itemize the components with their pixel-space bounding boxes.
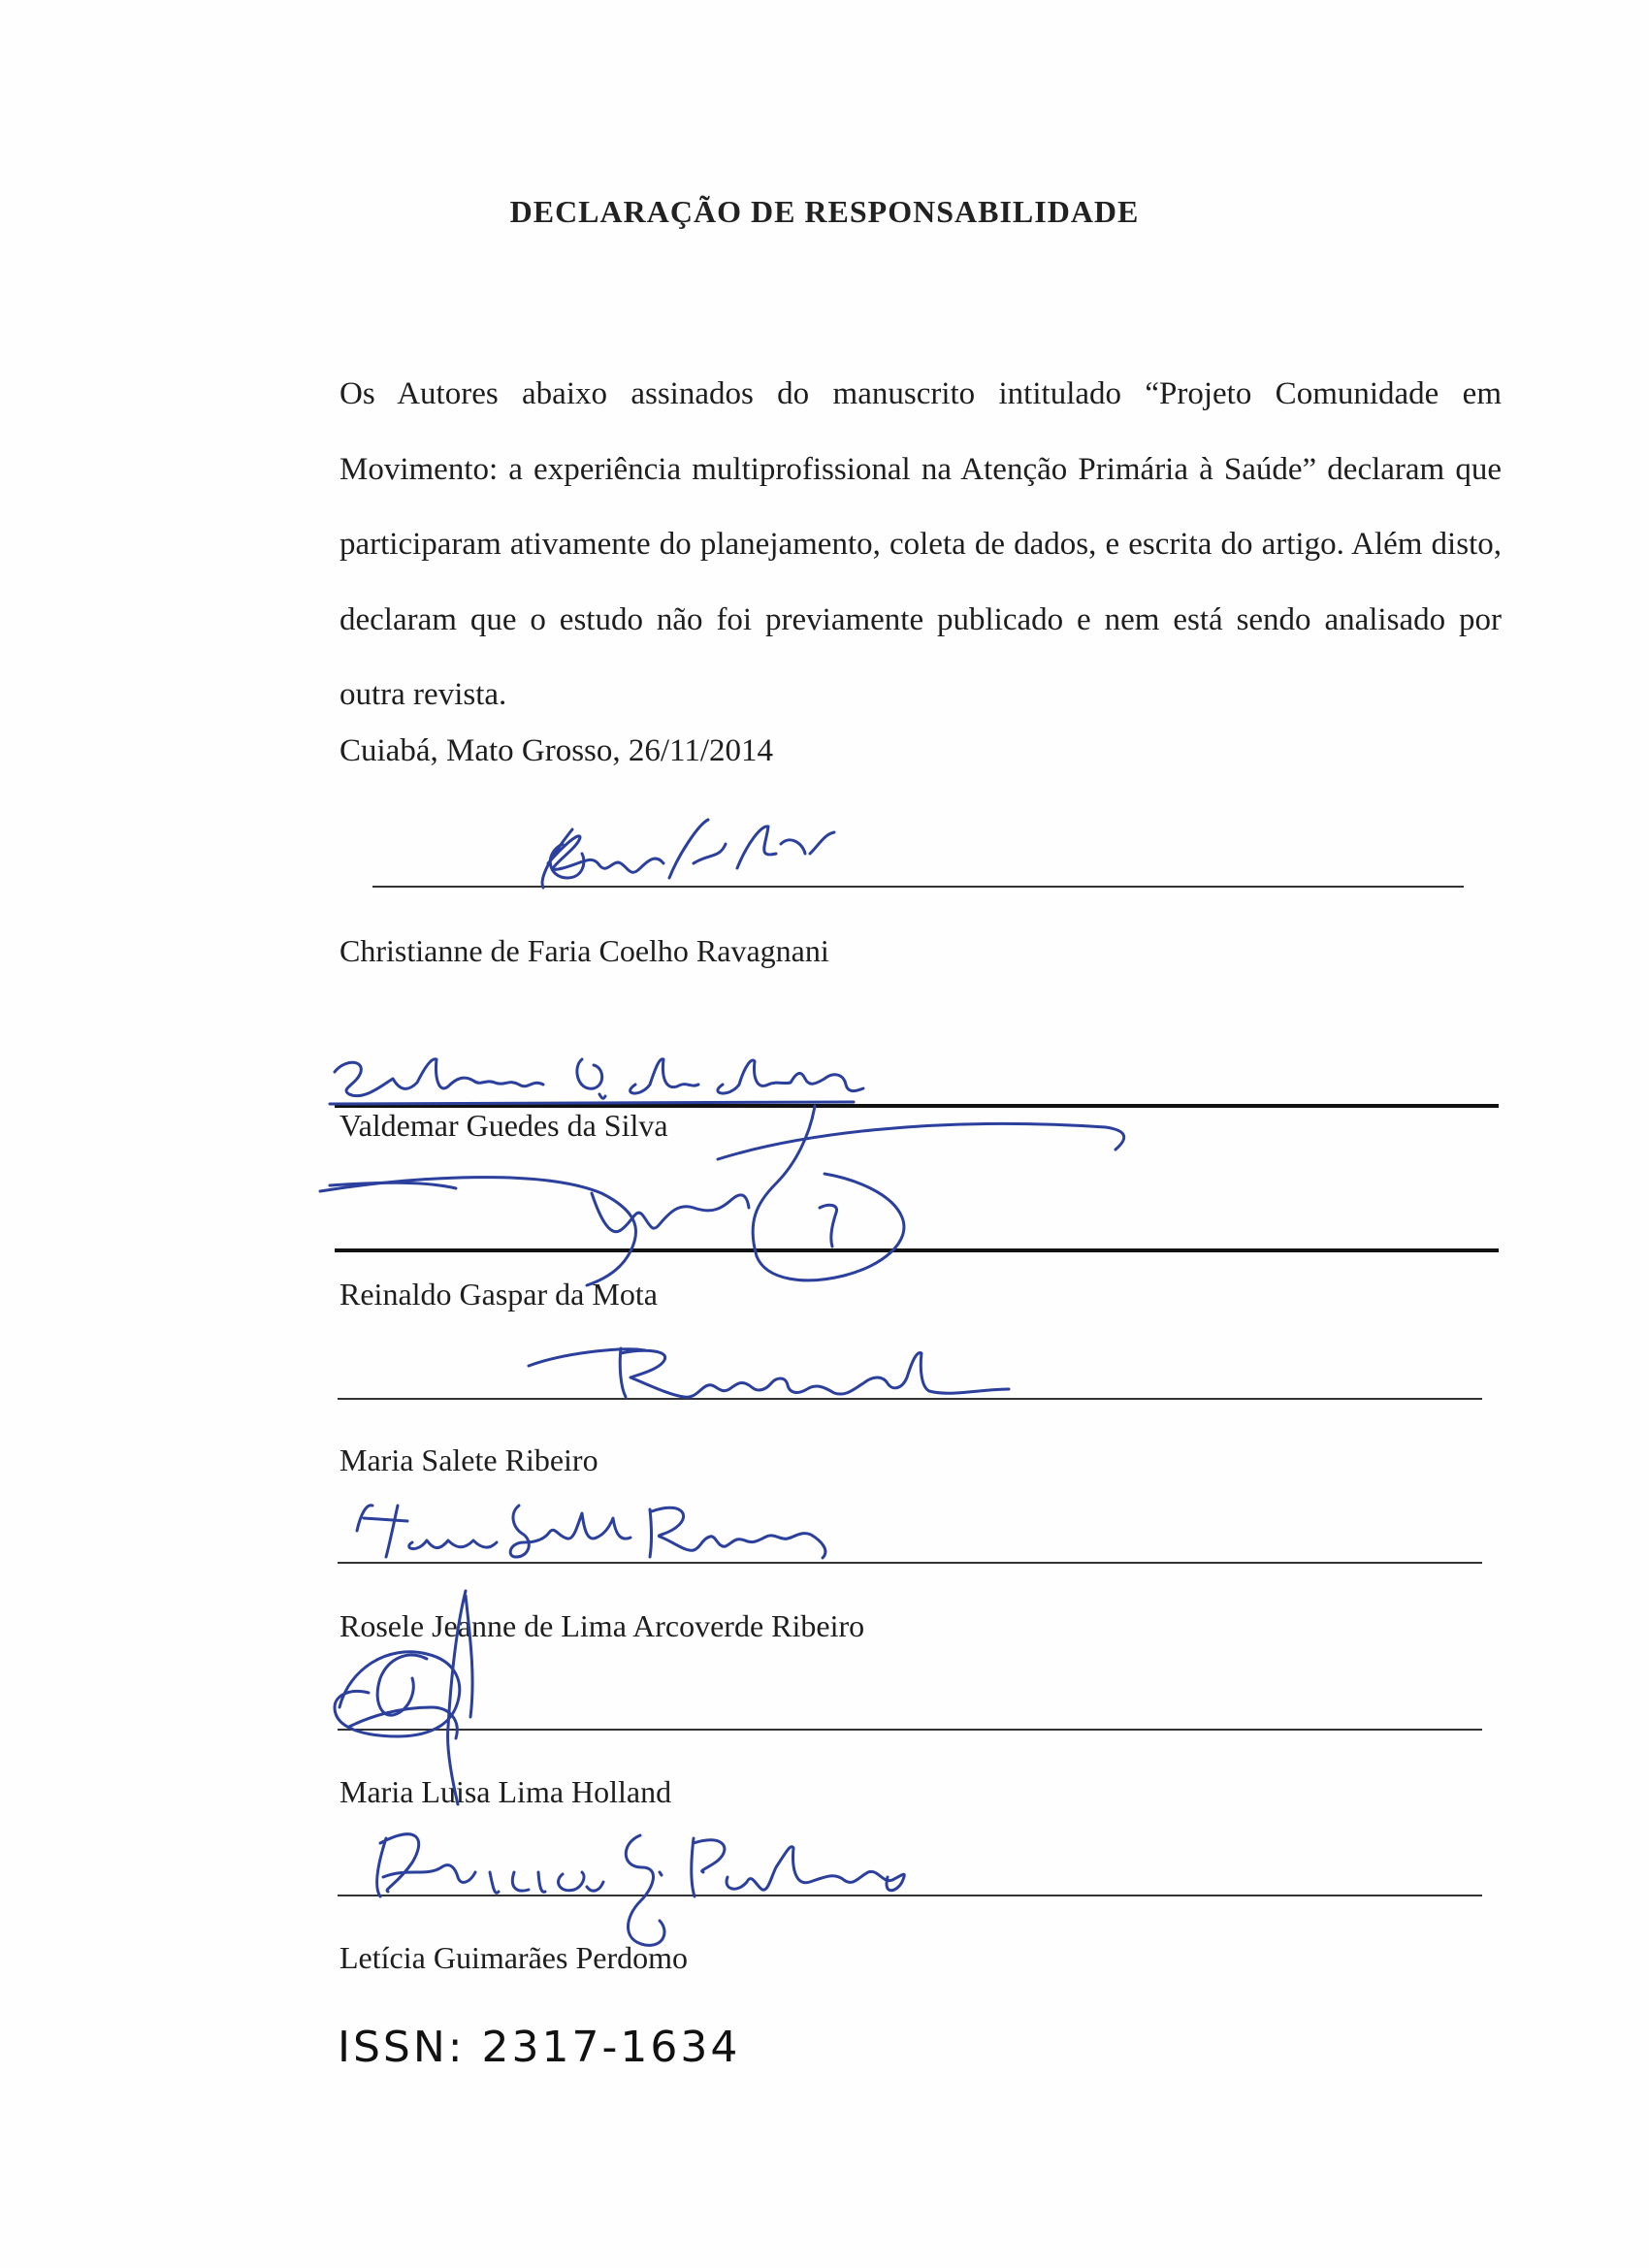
- signature-line-7: [338, 1895, 1482, 1896]
- signature-line-4: [338, 1398, 1482, 1400]
- author-name-1: Christianne de Faria Coelho Ravagnani: [340, 933, 829, 968]
- signature-line-5: [338, 1562, 1482, 1564]
- place-and-date: Cuiabá, Mato Grosso, 26/11/2014: [340, 733, 773, 768]
- signature-4: [529, 1348, 1009, 1397]
- author-name-3: Reinaldo Gaspar da Mota: [340, 1277, 658, 1312]
- author-name-7: Letícia Guimarães Perdomo: [340, 1940, 688, 1975]
- author-name-5: Rosele Jeanne de Lima Arcoverde Ribeiro: [340, 1608, 865, 1643]
- author-name-6: Maria Luisa Lima Holland: [340, 1774, 672, 1809]
- signature-5: [357, 1506, 825, 1558]
- signature-line-6: [338, 1729, 1482, 1731]
- signature-7: [377, 1834, 905, 1946]
- declaration-body: Os Autores abaixo assinados do manuscrito intitulado “Projeto Comunidade em Movimento: a experiência multiprofissional na Atenção Primária à Saúde” declaram que participaram ativamente do planejamento, coleta de dados, e escrita do artigo. Além disto, declaram que o estudo não foi previamente publicado e nem está sendo analisado por outra revista.: [340, 376, 1502, 712]
- signature-2: [330, 1059, 863, 1104]
- signature-line-3: [335, 1248, 1499, 1252]
- issn-label: ISSN: 2317-1634: [338, 2023, 741, 2072]
- author-name-2: Valdemar Guedes da Silva: [340, 1108, 668, 1143]
- document-title: DECLARAÇÃO DE RESPONSABILIDADE: [509, 194, 1140, 229]
- signature-1: [542, 820, 834, 888]
- author-name-4: Maria Salete Ribeiro: [340, 1442, 598, 1477]
- signature-line-1: [372, 886, 1464, 888]
